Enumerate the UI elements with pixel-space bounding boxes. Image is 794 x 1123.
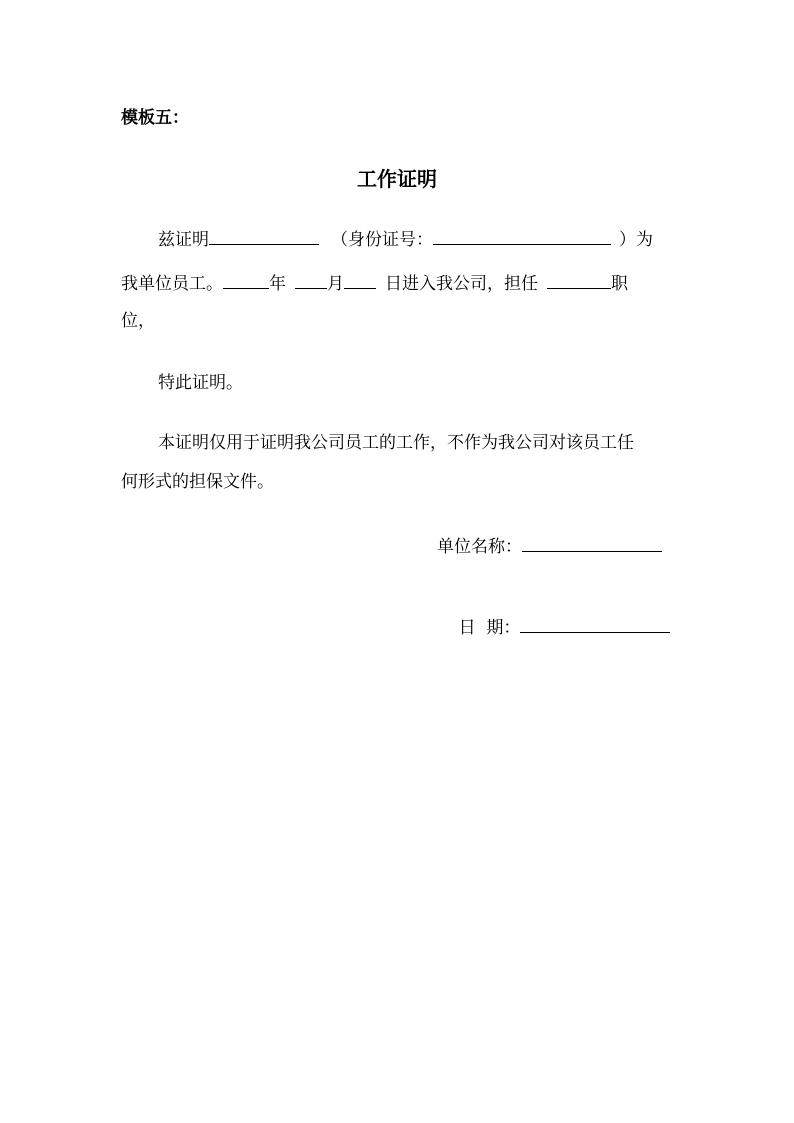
- p2-special-note: 特此证明。: [158, 373, 243, 393]
- p1-line3: 位，: [121, 311, 155, 331]
- year-blank: [223, 272, 269, 289]
- p3-line1: 本证明仅用于证明我公司员工的工作，不作为我公司对该员工任: [158, 433, 634, 453]
- date-blank: [520, 616, 670, 633]
- p1-day-entry: 日进入我公司，担任: [385, 274, 538, 294]
- p1-year: 年: [269, 274, 286, 294]
- date-label: 日 期：: [458, 618, 521, 638]
- p1-line1: [158, 228, 653, 250]
- p3-line2: 何形式的担保文件。: [121, 472, 274, 492]
- day-blank: [344, 272, 376, 289]
- p1-zi-zhengming: 兹证明: [158, 230, 209, 250]
- date-row: [437, 596, 670, 658]
- org-name-blank: [522, 535, 662, 552]
- document-title: 工作证明: [357, 167, 437, 191]
- id-number-blank: [433, 228, 611, 245]
- org-name-row: [437, 535, 662, 557]
- month-blank: [295, 272, 327, 289]
- p1-line2: [121, 272, 628, 294]
- p1-line2-start: 我单位员工。: [121, 274, 223, 294]
- p1-id-open: （身份证号：: [331, 230, 433, 250]
- org-name-label: 单位名称：: [437, 537, 522, 557]
- p1-id-close: ）为: [619, 230, 653, 250]
- position-blank: [547, 272, 611, 289]
- p1-position-suffix: 职: [611, 274, 628, 294]
- name-blank: [209, 228, 319, 245]
- p1-month: 月: [327, 274, 344, 294]
- template-label: 模板五：: [121, 108, 189, 128]
